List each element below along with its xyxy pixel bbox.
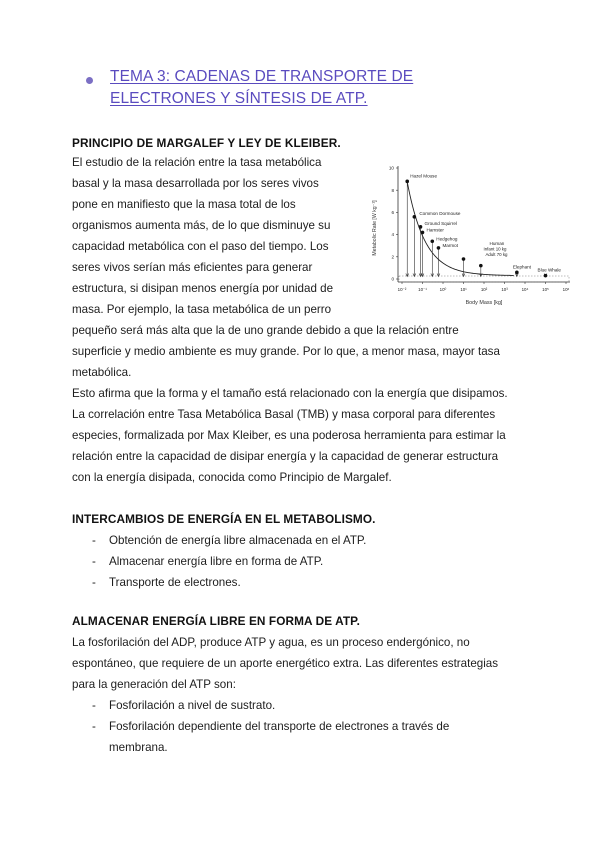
x-tick-label: 10¹ bbox=[460, 287, 467, 292]
y-tick-label: 4 bbox=[391, 232, 394, 238]
text-line: capacidad metabólica con el paso del tiempo. Los bbox=[72, 240, 329, 253]
data-point bbox=[430, 239, 434, 243]
text-line: La fosforilación del ADP, produce ATP y agua, es un proceso endergónico, no bbox=[72, 636, 470, 649]
text-line: masa. Por ejemplo, la tasa metabólica de un perro bbox=[72, 303, 332, 316]
y-tick-label: 2 bbox=[391, 254, 394, 260]
text-line: Esto afirma que la forma y el tamaño está relacionado con la energía que disipamos. bbox=[72, 387, 508, 400]
point-label-infant: Infant 10 kg bbox=[483, 246, 507, 252]
data-point bbox=[515, 271, 519, 275]
data-point bbox=[544, 274, 548, 278]
point-label-elephant: Elephant bbox=[512, 264, 531, 270]
data-point bbox=[437, 246, 441, 250]
paragraph-almacenar bbox=[72, 632, 532, 695]
y-tick-label: 8 bbox=[391, 187, 394, 193]
text-line: con la energía disipada, conocida como Principio de Margalef. bbox=[72, 471, 392, 484]
x-tick-label: 10³ bbox=[501, 287, 508, 292]
list-intercambios bbox=[92, 530, 366, 593]
page-title[interactable]: TEMA 3: CADENAS DE TRANSPORTE DE ELECTRONES Y SÍNTESIS DE ATP. bbox=[110, 68, 414, 107]
data-point bbox=[462, 257, 466, 261]
text-line: pone en manifiesto que la masa total de los bbox=[72, 198, 296, 211]
point-label-hamster: Hamster bbox=[426, 227, 444, 233]
x-tick-label: 10⁴ bbox=[521, 287, 529, 292]
point-label-human: Human bbox=[489, 241, 505, 247]
x-tick-label: 10² bbox=[480, 287, 488, 292]
text-line: basal y la masa desarrollada por los seres vivos bbox=[72, 177, 319, 190]
text-line: para la generación del ATP son: bbox=[72, 678, 236, 691]
list-item: - Fosforilación dependiente del transporte de electrones a través de bbox=[92, 716, 449, 737]
text-line: seres vivos serían más eficientes para generar bbox=[72, 261, 313, 274]
text-line: estructura, si disipan menos energía por unidad de bbox=[72, 282, 334, 295]
list-item-continuation: membrana. bbox=[109, 741, 168, 754]
text-line: espontáneo, que requiere de un aporte energético extra. Las diferentes estrategias bbox=[72, 657, 499, 670]
x-tick-label: 10⁵ bbox=[542, 287, 549, 292]
text-line: organismos aumenta más, de lo que disminuye su bbox=[72, 219, 331, 232]
data-point bbox=[479, 264, 483, 268]
y-axis-title: Metabolic Rate [W kg⁻¹] bbox=[372, 200, 378, 256]
bullet-dot-icon bbox=[86, 77, 93, 84]
text-line: pequeño será más alta que la de uno grande debido a que la relación entre bbox=[72, 324, 459, 337]
y-tick-label: 6 bbox=[391, 210, 394, 215]
x-tick-label: 10⁰ bbox=[439, 287, 447, 292]
text-line: La correlación entre Tasa Metabólica Basal (TMB) y masa corporal para diferentes bbox=[72, 408, 496, 421]
list-item: - Fosforilación a nivel de sustrato. bbox=[92, 695, 449, 716]
x-tick-label: 10⁶ bbox=[562, 287, 570, 292]
y-tick-label: 0 bbox=[391, 276, 394, 282]
data-point bbox=[421, 231, 425, 235]
point-label-adult: Adult 70 kg bbox=[485, 252, 508, 258]
list-almacenar bbox=[92, 695, 449, 758]
list-item: - Obtención de energía libre almacenada en el ATP. bbox=[92, 530, 366, 551]
section-heading-almacenar: ALMACENAR ENERGÍA LIBRE EN FORMA DE ATP. bbox=[72, 614, 361, 628]
data-point bbox=[405, 180, 409, 184]
section-heading-intercambios: INTERCAMBIOS DE ENERGÍA EN EL METABOLISMO. bbox=[72, 512, 376, 526]
text-line: El estudio de la relación entre la tasa metabólica bbox=[72, 156, 322, 169]
text-line: metabólica. bbox=[72, 366, 132, 379]
point-label-blue-whale: Blue Whale bbox=[537, 267, 561, 273]
title-block bbox=[88, 66, 448, 110]
list-item: - Transporte de electrones. bbox=[92, 572, 366, 593]
point-label-common-dormouse: Common Dormouse bbox=[419, 210, 461, 216]
text-line: relación entre la capacidad de disipar energía y la capacidad de generar estructura bbox=[72, 450, 499, 463]
paragraph-margalef-narrow bbox=[72, 152, 352, 320]
data-point bbox=[413, 215, 417, 219]
kleiber-chart bbox=[366, 158, 576, 318]
point-label-ground-squirrel: Ground Squirrel bbox=[424, 220, 457, 226]
kleiber-chart-svg bbox=[366, 158, 576, 318]
x-axis-title: Body Mass [kg] bbox=[465, 300, 503, 306]
paragraph-margalef-wide bbox=[72, 320, 532, 488]
x-tick-label: 10⁻¹ bbox=[418, 287, 427, 292]
text-line: especies, formalizada por Max Kleiber, es una poderosa herramienta para estimar la bbox=[72, 429, 506, 442]
point-label-marmot: Marmot bbox=[442, 242, 459, 248]
text-line: superficie y medio ambiente es muy grande. Por lo que, a menor masa, mayor tasa bbox=[72, 345, 500, 358]
point-label-hedgehog: Hedgehog bbox=[436, 236, 458, 242]
data-point bbox=[419, 225, 423, 229]
y-tick-label: 10 bbox=[388, 165, 394, 171]
x-tick-label: 10⁻² bbox=[397, 287, 407, 292]
list-item: - Almacenar energía libre en forma de ATP. bbox=[92, 551, 366, 572]
section-heading-margalef: PRINCIPIO DE MARGALEF Y LEY DE KLEIBER. bbox=[72, 136, 341, 150]
point-label-hazel-mouse: Hazel Mouse bbox=[410, 173, 438, 179]
